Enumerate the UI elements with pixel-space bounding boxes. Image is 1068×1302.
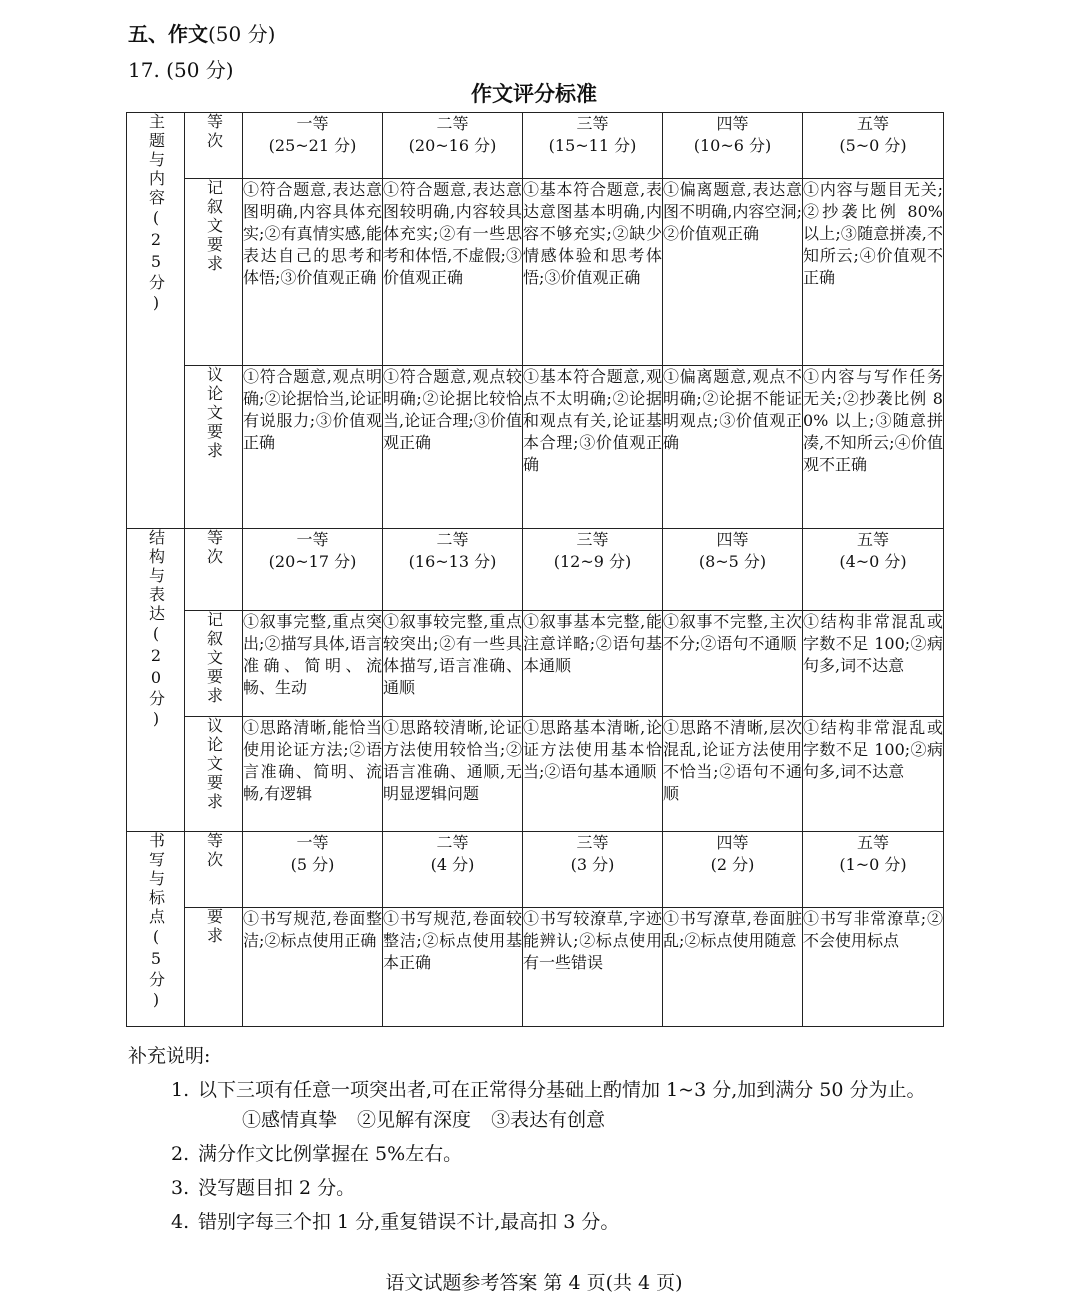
group-name: 主题与内容 (146, 113, 166, 208)
level-row-label-cell (185, 832, 243, 908)
criteria-cell: ①书写较潦草,字迹能辨认;②标点使用有一些错误 (523, 908, 663, 1027)
section-score: (50 分) (208, 22, 276, 46)
row-label-cell (185, 611, 243, 717)
criteria-cell: ①叙事较完整,重点较突出;②有一些具体描写,语言准确、通顺 (383, 611, 523, 717)
level-range: (20~16 分) (408, 136, 497, 155)
level-header (803, 832, 944, 908)
level-range: (4 分) (430, 855, 475, 874)
criteria-row (127, 717, 944, 832)
notes-title: 补充说明: (128, 1045, 211, 1067)
level-row (127, 832, 944, 908)
criteria-cell: ①思路基本清晰,论证方法使用基本恰当;②语句基本通顺 (523, 717, 663, 832)
note-item (128, 1077, 926, 1133)
level-name: 一等 (296, 833, 329, 852)
level-header (523, 529, 663, 611)
level-name: 三等 (576, 833, 609, 852)
level-range: (8~5 分) (698, 552, 767, 571)
criteria-cell: ①书写规范,卷面整洁;②标点使用正确 (243, 908, 383, 1027)
note-item (128, 1175, 926, 1201)
group-label (146, 529, 166, 731)
level-range: (3 分) (570, 855, 615, 874)
level-range: (16~13 分) (408, 552, 497, 571)
supplementary-notes (128, 1041, 926, 1243)
group-name: 书写与标点 (146, 832, 166, 927)
note-number: 4. (171, 1211, 190, 1233)
criteria-row (127, 179, 944, 366)
level-row-label: 等次 (204, 832, 224, 870)
level-header (243, 113, 383, 179)
level-header (383, 529, 523, 611)
level-header (523, 113, 663, 179)
level-name: 四等 (716, 833, 749, 852)
note-text: 以下三项有任意一项突出者,可在正常得分基础上酌情加 1~3 分,加到满分 50 分为止。 (198, 1079, 926, 1101)
criteria-cell: ①基本符合题意,表达意图基本明确,内容不够充实;②缺少情感体验和思考体悟;③价值观正确 (523, 179, 663, 366)
level-range: (4~0 分) (839, 552, 907, 571)
level-name: 五等 (856, 114, 889, 133)
criteria-cell: ①结构非常混乱或字数不足 100;②病句多,词不达意 (803, 611, 944, 717)
level-range: (2 分) (710, 855, 755, 874)
level-range: (5~0 分) (839, 136, 907, 155)
criteria-cell: ①叙事完整,重点突出;②描写具体,语言准确、简明、流畅、生动 (243, 611, 383, 717)
level-row-label: 等次 (204, 113, 224, 151)
group-label (146, 113, 166, 315)
level-name: 三等 (576, 114, 609, 133)
note-text: 没写题目扣 2 分。 (198, 1177, 356, 1199)
level-row (127, 113, 944, 179)
note-subitems: ①感情真挚 ②见解有深度 ③表达有创意 (242, 1109, 606, 1131)
row-label: 要求 (204, 908, 224, 946)
level-header (663, 832, 803, 908)
row-label-cell (185, 366, 243, 529)
rubric-table (126, 112, 944, 1027)
level-header (523, 832, 663, 908)
level-name: 四等 (716, 530, 749, 549)
level-name: 五等 (856, 530, 889, 549)
level-header (803, 113, 944, 179)
level-range: (10~6 分) (693, 136, 772, 155)
table-title: 作文评分标准 (471, 81, 597, 106)
level-row (127, 529, 944, 611)
criteria-cell: ①内容与写作任务无关;②抄袭比例 80% 以上;③随意拼凑,不知所云;④价值观不正确 (803, 366, 944, 529)
level-range: (5 分) (290, 855, 335, 874)
criteria-cell: ①符合题意,观点明确;②论据恰当,论证有说服力;③价值观正确 (243, 366, 383, 529)
level-header (243, 832, 383, 908)
criteria-cell: ①叙事不完整,主次不分;②语句不通顺 (663, 611, 803, 717)
level-name: 二等 (436, 530, 469, 549)
row-label: 记叙文要求 (204, 179, 224, 274)
criteria-cell: ①内容与题目无关;②抄袭比例 80% 以上;③随意拼凑,不知所云;④价值观不正确 (803, 179, 944, 366)
note-item (128, 1141, 926, 1167)
level-name: 三等 (576, 530, 609, 549)
criteria-cell: ①思路较清晰,论证方法使用较恰当;②语言准确、通顺,无明显逻辑问题 (383, 717, 523, 832)
criteria-cell: ①偏离题意,观点不明确;②论据不能证明观点;③价值观正确 (663, 366, 803, 529)
level-header (383, 832, 523, 908)
group-label (146, 832, 166, 1012)
note-text: 满分作文比例掌握在 5%左右。 (198, 1143, 463, 1165)
criteria-cell: ①符合题意,表达意图明确,内容具体充实;②有真情实感,能表达自己的思考和体悟;③价值观正确 (243, 179, 383, 366)
level-name: 一等 (296, 114, 329, 133)
level-row-label-cell (185, 529, 243, 611)
level-header (383, 113, 523, 179)
criteria-cell: ①思路清晰,能恰当使用论证方法;②语言准确、简明、流畅,有逻辑 (243, 717, 383, 832)
page-footer: 语文试题参考答案 第 4 页(共 4 页) (385, 1272, 683, 1294)
level-name: 二等 (436, 114, 469, 133)
note-number: 2. (171, 1143, 190, 1165)
group-label-cell (127, 832, 185, 1027)
criteria-cell: ①书写非常潦草;②不会使用标点 (803, 908, 944, 1027)
row-label: 议论文要求 (204, 366, 224, 461)
row-label: 记叙文要求 (204, 611, 224, 706)
level-header (243, 529, 383, 611)
group-label-cell (127, 113, 185, 529)
criteria-row (127, 908, 944, 1027)
row-label-cell (185, 908, 243, 1027)
level-header (803, 529, 944, 611)
criteria-row (127, 611, 944, 717)
criteria-cell: ①叙事基本完整,能注意详略;②语句基本通顺 (523, 611, 663, 717)
level-range: (12~9 分) (553, 552, 632, 571)
level-range: (1~0 分) (839, 855, 907, 874)
note-number: 1. (171, 1079, 190, 1101)
level-name: 二等 (436, 833, 469, 852)
level-name: 一等 (296, 530, 329, 549)
criteria-cell: ①书写潦草,卷面脏乱;②标点使用随意 (663, 908, 803, 1027)
group-score: (25分) (146, 208, 166, 315)
level-range: (15~11 分) (548, 136, 637, 155)
row-label-cell (185, 717, 243, 832)
criteria-row (127, 366, 944, 529)
note-text: 错别字每三个扣 1 分,重复错误不计,最高扣 3 分。 (198, 1211, 620, 1233)
level-header (663, 529, 803, 611)
level-range: (25~21 分) (268, 136, 357, 155)
criteria-cell: ①结构非常混乱或字数不足 100;②病句多,词不达意 (803, 717, 944, 832)
row-label-cell (185, 179, 243, 366)
group-label-cell (127, 529, 185, 832)
criteria-cell: ①符合题意,表达意图较明确,内容较具体充实;②有一些思考和体悟,不虚假;③价值观正确 (383, 179, 523, 366)
criteria-cell: ①偏离题意,表达意图不明确,内容空洞;②价值观正确 (663, 179, 803, 366)
group-score: (20分) (146, 624, 166, 731)
criteria-cell: ①思路不清晰,层次混乱,论证方法使用不恰当;②语句不通顺 (663, 717, 803, 832)
level-name: 四等 (716, 114, 749, 133)
level-range: (20~17 分) (268, 552, 357, 571)
level-name: 五等 (856, 833, 889, 852)
note-item (128, 1209, 926, 1235)
criteria-cell: ①基本符合题意,观点不太明确;②论据和观点有关,论证基本合理;③价值观正确 (523, 366, 663, 529)
level-header (663, 113, 803, 179)
group-score: (5分) (146, 927, 166, 1012)
criteria-cell: ①书写规范,卷面较整洁;②标点使用基本正确 (383, 908, 523, 1027)
group-name: 结构与表达 (146, 529, 166, 624)
note-number: 3. (171, 1177, 190, 1199)
level-row-label: 等次 (204, 529, 224, 567)
question-number: 17. (50 分) (128, 58, 234, 82)
section-title: 五、作文(50 分) (128, 22, 276, 46)
row-label: 议论文要求 (204, 717, 224, 812)
criteria-cell: ①符合题意,观点较明确;②论据比较恰当,论证合理;③价值观正确 (383, 366, 523, 529)
level-row-label-cell (185, 113, 243, 179)
